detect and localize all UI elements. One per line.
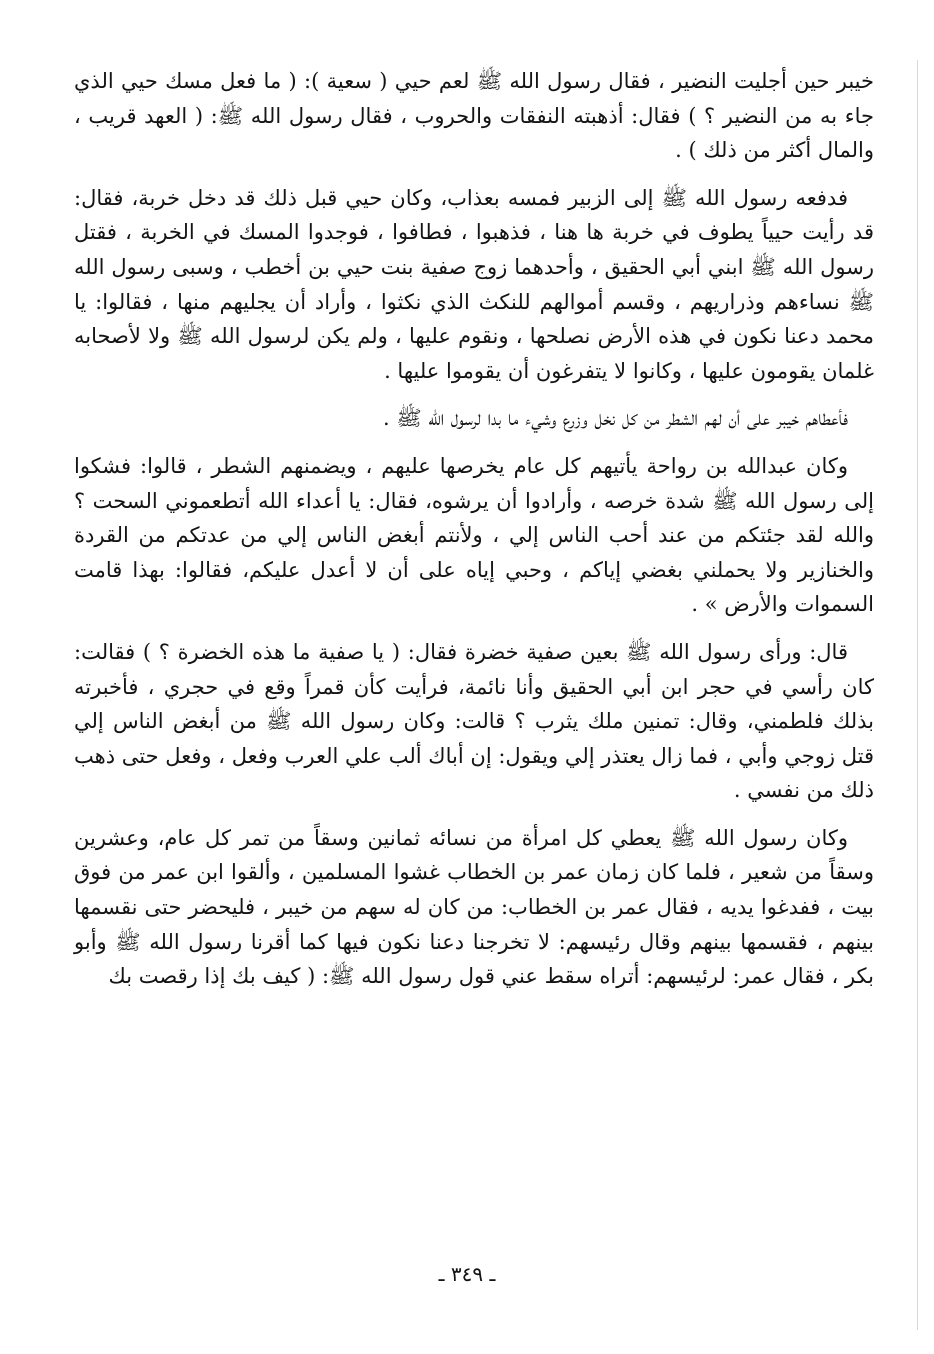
page-body [74, 64, 874, 1007]
paragraph-2: فدفعه رسول الله ﷺ إلى الزبير فمسه بعذاب، وكان حيي قبل ذلك قد دخل خربة، فقال: قد رأيت حيياً يطوف في خربة ها هنا ، فذهبوا ، فطافوا ، فوجدوا المسك في الخربة ، فقتل رسول الله ﷺ ابني أبي الحقيق ، وأحدهما زوج صفية بنت حيي بن أخطب ، وسبى رسول الله ﷺ نساءهم وذراريهم ، وقسم أموالهم للنكث الذي نكثوا ، وأراد أن يجليهم منها ، فقالوا: يا محمد دعنا نكون في هذه الأرض نصلحها ، ونقوم عليها ، ولم يكن لرسول الله ﷺ ولا لأصحابه غلمان يقومون عليها ، وكانوا لا يتفرغون أن يقوموا عليها . [74, 185, 874, 383]
paragraph-3: فأعطاهم خيبر على أن لهم الشطر من كل نخل وزرع وشيء ما بدا لرسول الله ﷺ . [382, 406, 848, 431]
paragraph-5: قال: ورأى رسول الله ﷺ بعين صفية خضرة فقال: ( يا صفية ما هذه الخضرة ؟ ) فقالت: كان رأسي في حجر ابن أبي الحقيق وأنا نائمة، فرأيت كأن قمراً وقع في حجري ، فأخبرته بذلك فلطمني، وقال: تمنين ملك يثرب ؟ قالت: وكان رسول الله ﷺ من أبغض الناس إلي قتل زوجي وأبي ، فما زال يعتذر إلي ويقول: إن أباك ألب علي العرب وفعل ، وفعل حتى ذهب ذلك من نفسي . [74, 639, 874, 803]
page-number: ـ ٣٤٩ ـ [438, 1262, 496, 1286]
page-edge-line [917, 60, 918, 1330]
paragraph-6: وكان رسول الله ﷺ يعطي كل امرأة من نسائه ثمانين وسقاً من تمر كل عام، وعشرين وسقاً من شعير ، فلما كان زمان عمر بن الخطاب غشوا المسلمين ، وألقوا ابن عمر من فوق بيت ، ففدغوا يديه ، فقال عمر بن الخطاب: من كان له سهم من خيبر ، فليحضر حتى نقسمها بينهم ، فقسمها بينهم وقال رئيسهم: لا تخرجنا دعنا نكون فيها كما أقرنا رسول الله ﷺ وأبو بكر ، فقال عمر: لرئيسهم: أتراه سقط عني قول رسول الله ﷺ: ( كيف بك إذا رقصت بك [74, 825, 874, 989]
paragraph-4: وكان عبدالله بن رواحة يأتيهم كل عام يخرصها عليهم ، ويضمنهم الشطر ، قالوا: فشكوا إلى رسول الله ﷺ شدة خرصه ، وأرادوا أن يرشوه، فقال: يا أعداء الله أتطعموني السحت ؟ والله لقد جئتكم من عند أحب الناس إلي ، ولأنتم أبغض الناس إلي من عدتكم من القردة والخنازير ولا يحملني بغضي إياكم ، وحبي إياه على أن لا أعدل عليكم، فقالوا: بهذا قامت السموات والأرض » . [74, 453, 874, 617]
paragraph-1: خيبر حين أجليت النضير ، فقال رسول الله ﷺ لعم حيي ( سعية ): ( ما فعل مسك حيي الذي جاء به من النضير ؟ ) فقال: أذهبته النفقات والحروب ، فقال رسول الله ﷺ: ( العهد قريب ، والمال أكثر من ذلك ) . [74, 69, 874, 163]
